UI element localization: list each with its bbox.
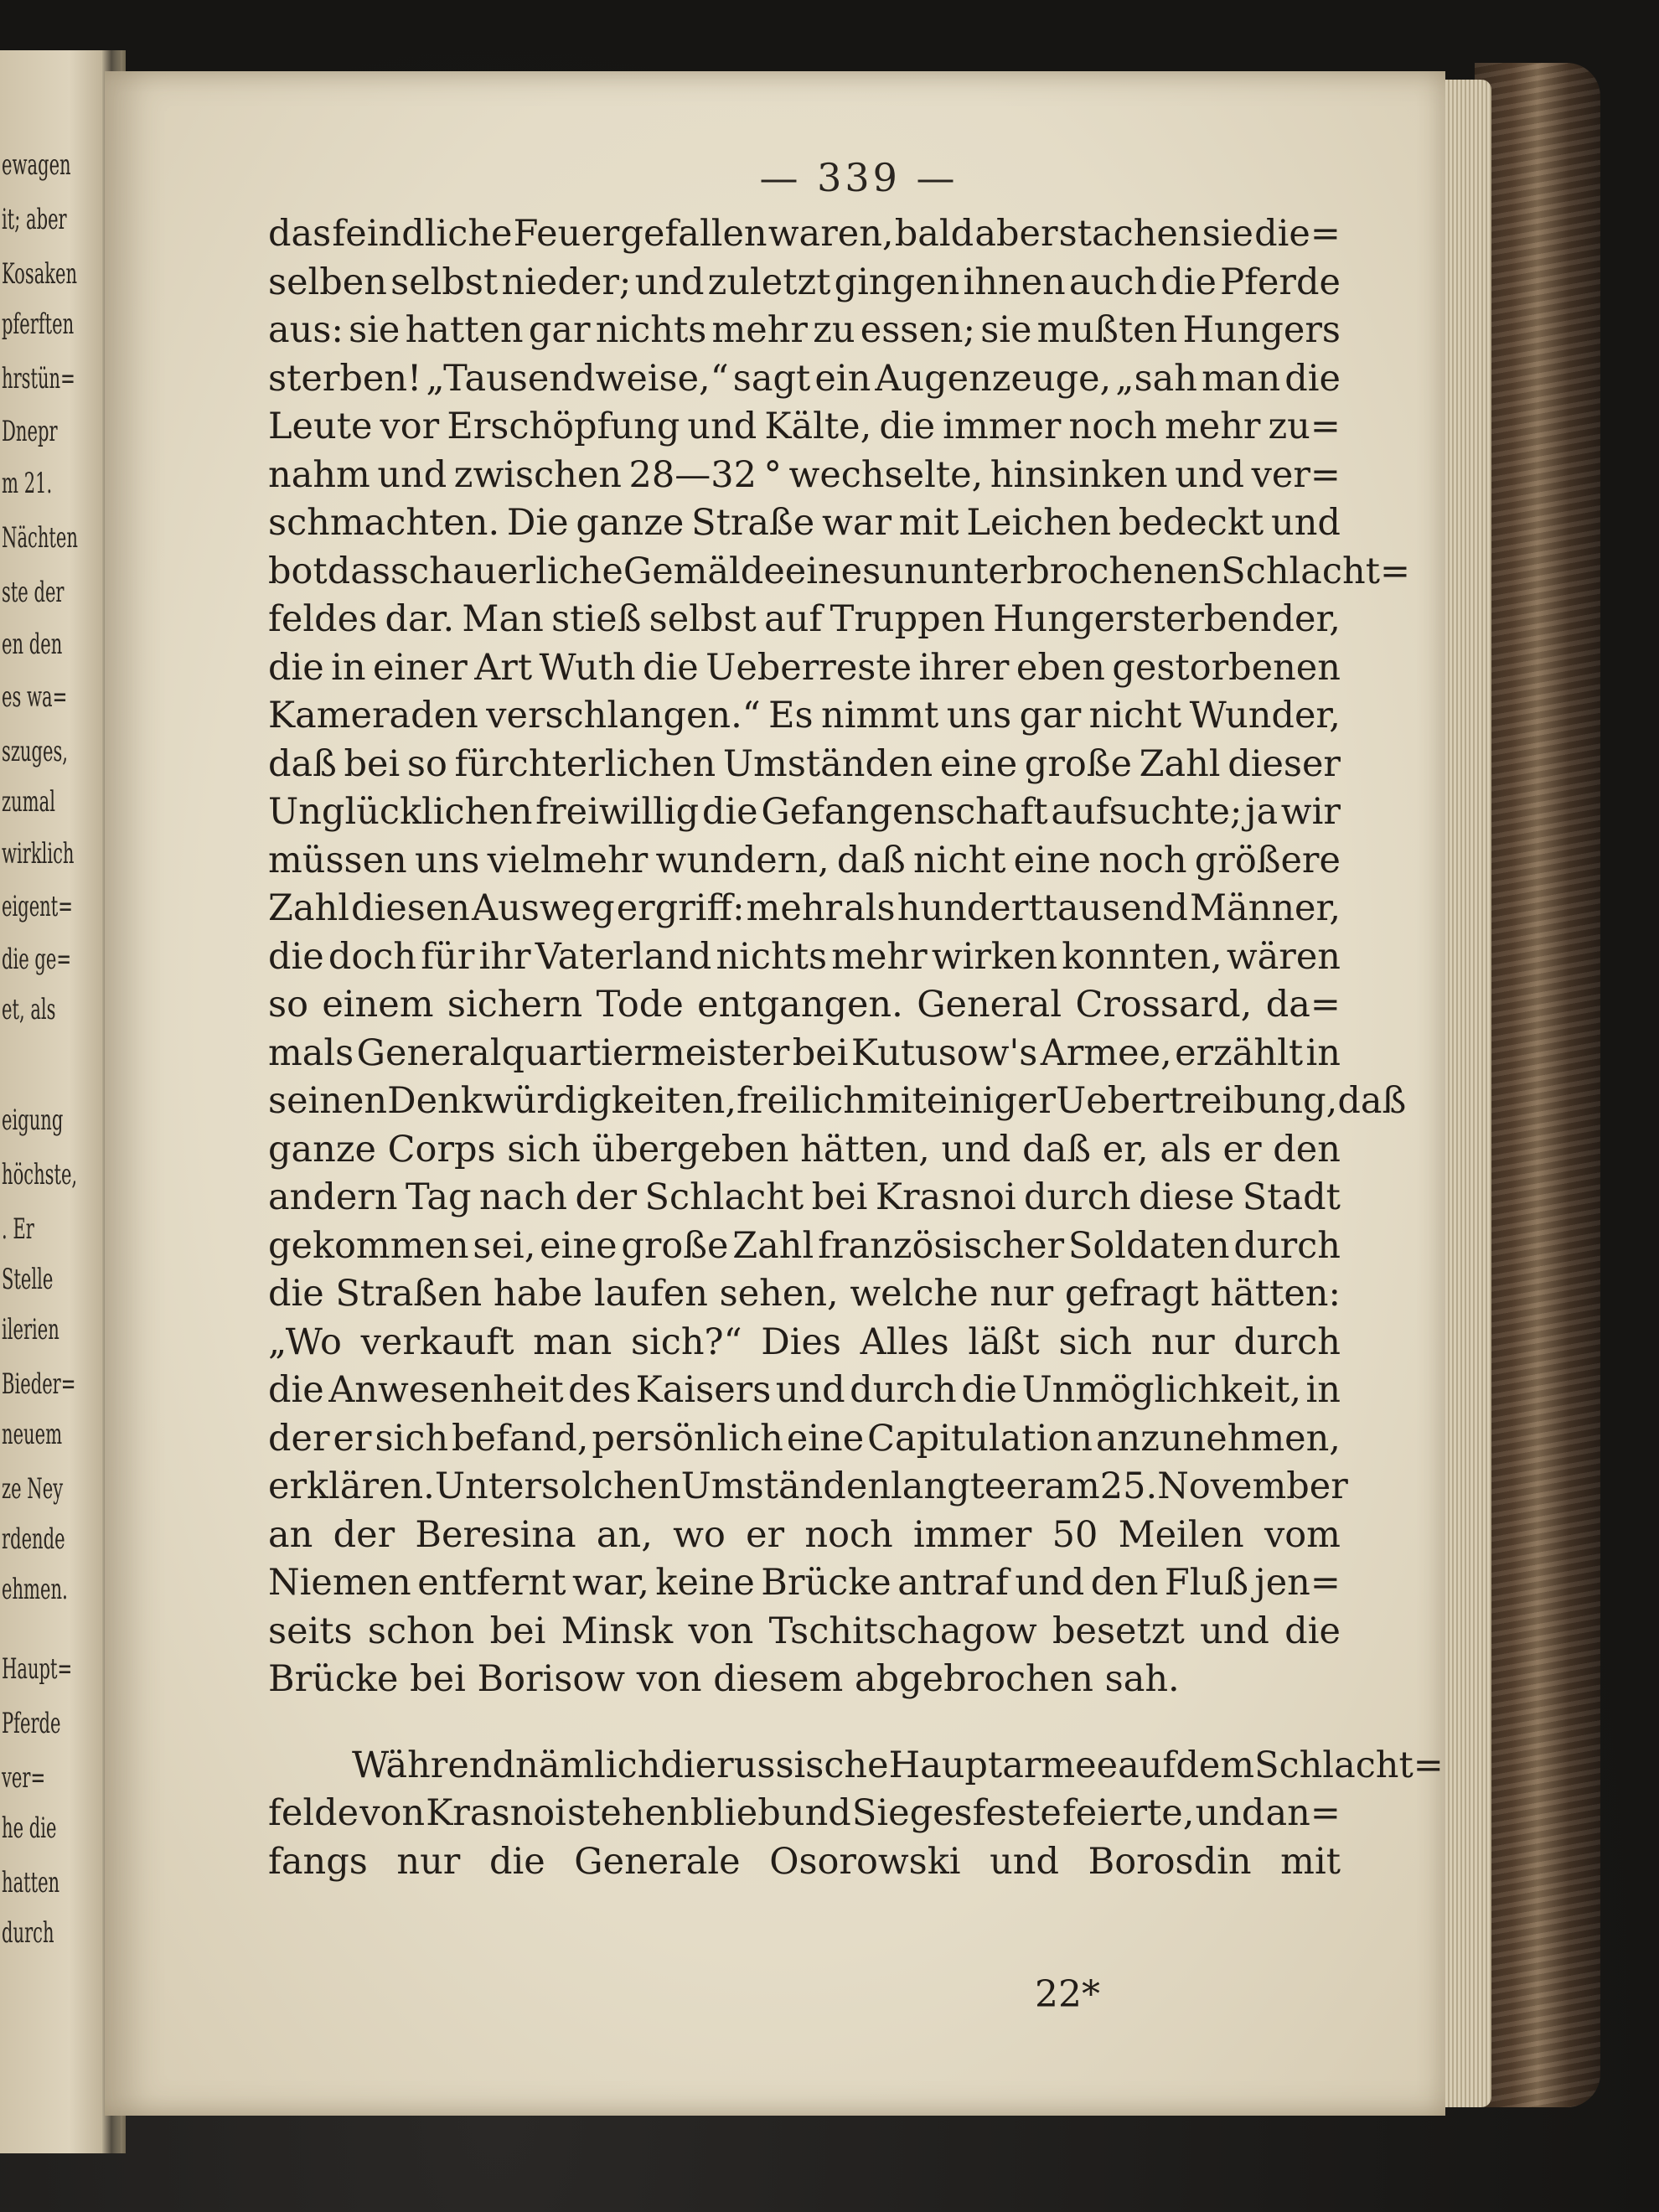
left-page-fragment: hatten xyxy=(2,1866,60,1899)
left-page-fragment: ehmen. xyxy=(2,1573,68,1606)
left-page-fragment: hrstün= xyxy=(2,362,75,395)
text-line: feldes dar. Man stieß selbst auf Truppen Hungersterbender, xyxy=(268,598,1341,640)
left-page-fragment: . Er xyxy=(2,1212,34,1246)
left-page-fragment: wirklich xyxy=(2,837,75,871)
text-line: die in einer Art Wuth die Ueberreste ihrer eben gestorbenen xyxy=(268,646,1341,689)
left-page-fragment: he die xyxy=(2,1811,57,1845)
book-page xyxy=(105,71,1445,2116)
left-page-fragment: it; aber xyxy=(2,203,67,236)
left-page-fragment: Bieder= xyxy=(2,1367,76,1401)
left-page-fragment: ze Ney xyxy=(2,1472,64,1506)
left-page-fragment: ewagen xyxy=(2,148,71,182)
left-page-fragment: rdende xyxy=(2,1522,65,1556)
left-page-fragment: Pferde xyxy=(2,1707,61,1740)
text-line: seits schon bei Minsk von Tschitschagow besetzt und die xyxy=(268,1610,1341,1652)
text-line: sterben! „Tausendweise,“ sagt ein Augenzeuge, „sah man die xyxy=(268,357,1341,400)
text-line: Unglücklichen freiwillig die Gefangenschaft aufsuchte; ja wir xyxy=(268,791,1341,833)
text-line: daß bei so fürchterlichen Umständen eine große Zahl dieser xyxy=(268,742,1341,785)
left-page-fragment: Dnepr xyxy=(2,415,58,448)
text-line: so einem sichern Tode entgangen. General Crossard, da= xyxy=(268,984,1341,1026)
left-page-fragment: Stelle xyxy=(2,1263,54,1296)
text-line: müssen uns vielmehr wundern, daß nicht eine noch größere xyxy=(268,839,1341,881)
left-page-fragment: szuges, xyxy=(2,735,68,768)
text-line: erklären. Unter solchen Umständen langte er am 25. November xyxy=(268,1465,1348,1507)
text-line: mals Generalquartiermeister bei Kutusow's Armee, erzählt in xyxy=(268,1031,1341,1074)
text-line: die Anwesenheit des Kaisers und durch die Unmöglichkeit, in xyxy=(268,1369,1341,1411)
text-line: „Wo verkauft man sich?“ Dies Alles läßt sich nur durch xyxy=(268,1320,1341,1363)
text-line: an der Beresina an, wo er noch immer 50 Meilen vom xyxy=(268,1513,1341,1556)
text-line: felde von Krasnoi stehen blieb und Siegesfeste feierte, und an= xyxy=(268,1792,1341,1834)
left-page-fragment: eigent= xyxy=(2,890,73,923)
left-page-fragment: m 21. xyxy=(2,467,53,500)
text-line: die Straßen habe laufen sehen, welche nur gefragt hätten: xyxy=(268,1273,1341,1315)
text-line: aus: sie hatten gar nichts mehr zu essen; sie mußten Hungers xyxy=(268,309,1341,351)
text-line: ganze Corps sich übergeben hätten, und daß er, als er den xyxy=(268,1128,1341,1171)
text-line: Kameraden verschlangen.“ Es nimmt uns gar nicht Wunder, xyxy=(268,695,1341,736)
text-line: Während nämlich die russische Hauptarmee auf dem Schlacht= xyxy=(352,1744,1444,1786)
page-number: — 339 — xyxy=(759,155,959,200)
left-page-fragment: et, als xyxy=(2,993,56,1026)
text-line: bot das schauerliche Gemälde eines ununterbrochenen Schlacht= xyxy=(268,550,1411,592)
text-line: fangs nur die Generale Osorowski und Borosdin mit xyxy=(268,1840,1341,1883)
left-page-fragment: neuem xyxy=(2,1418,63,1451)
left-page-fragment: es wa= xyxy=(2,680,68,714)
text-line: Niemen entfernt war, keine Brücke antraf und den Fluß jen= xyxy=(268,1562,1341,1604)
text-line: selben selbst nieder; und zuletzt gingen ihnen auch die Pferde xyxy=(268,261,1341,303)
left-page-fragment: höchste, xyxy=(2,1158,78,1191)
left-page-fragment: ver= xyxy=(2,1761,46,1795)
left-page-fragment: zumal xyxy=(2,785,55,819)
text-line: gekommen sei, eine große Zahl französischer Soldaten durch xyxy=(268,1224,1341,1267)
text-line: Brücke bei Borisow von diesem abgebrochen sah. xyxy=(268,1658,1180,1700)
left-page-fragment: en den xyxy=(2,628,63,661)
left-page-fragment: Haupt= xyxy=(2,1652,73,1686)
left-page-fragment: Kosaken xyxy=(2,257,78,291)
text-line: seinen Denkwürdigkeiten, freilich mit einiger Uebertreibung, daß xyxy=(268,1080,1407,1122)
left-page-fragment: Nächten xyxy=(2,521,78,555)
left-page-fragment: ste der xyxy=(2,576,65,609)
text-line: andern Tag nach der Schlacht bei Krasnoi durch diese Stadt xyxy=(268,1176,1341,1218)
left-page-fragment: ilerien xyxy=(2,1313,59,1346)
text-line: der er sich befand, persönlich eine Capitulation anzunehmen, xyxy=(268,1417,1341,1460)
signature-mark: 22* xyxy=(1035,1973,1100,2016)
text-line: nahm und zwischen 28—32 ° wechselte, hinsinken und ver= xyxy=(268,453,1341,496)
book-cover-edge xyxy=(1475,63,1600,2107)
left-page-fragment: die ge= xyxy=(2,943,72,976)
text-line: die doch für ihr Vaterland nichts mehr wirken konnten, wären xyxy=(268,935,1341,978)
left-page-fragment: pferften xyxy=(2,308,75,341)
text-line: Zahl diesen Ausweg ergriff: mehr als hunderttausend Männer, xyxy=(268,887,1341,929)
text-line: Leute vor Erschöpfung und Kälte, die immer noch mehr zu= xyxy=(268,406,1341,447)
text-line: schmachten. Die ganze Straße war mit Leichen bedeckt und xyxy=(268,502,1341,544)
left-page-fragment: eigung xyxy=(2,1103,64,1137)
text-line: das feindliche Feuer gefallen waren, bald aber stachen sie die= xyxy=(268,213,1341,255)
left-page-fragment: durch xyxy=(2,1916,54,1950)
